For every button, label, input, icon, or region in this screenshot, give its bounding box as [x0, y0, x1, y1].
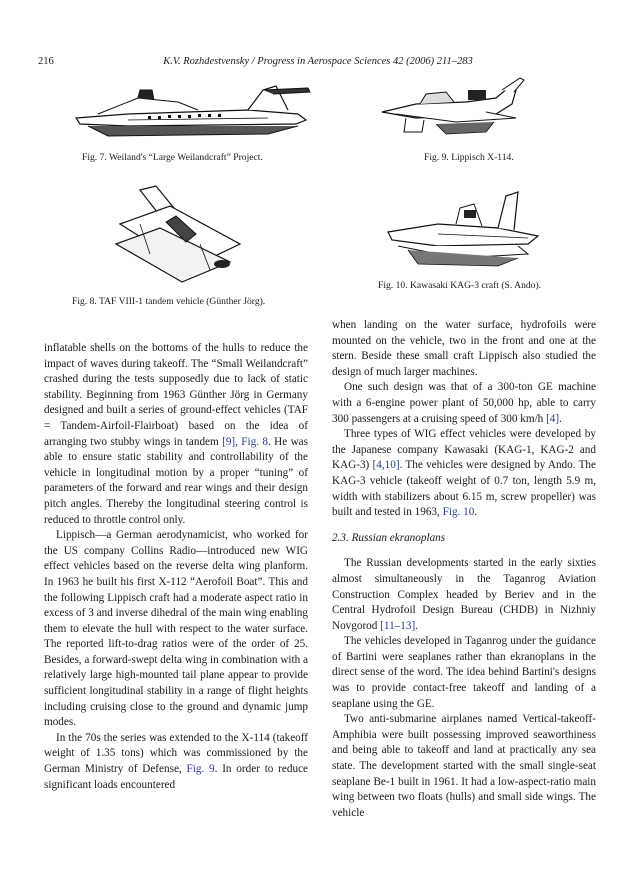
right-text-column — [332, 318, 596, 821]
left-paragraph-1: inflatable shells on the bottoms of the hulls to reduce the impact of waves during takeoff. The “Small Weilandcraft” crashed during the tests supposedly due to lack of static stability. Beginning from 1963 Günther Jörg in Germany designed and built a series of ground-effect vehicles (TAF = Tandem-Airfoil-Flairboat) based on the idea of arranging two stubby wings in tandem [9], Fig. 8. He was able to ensure static stability and controllability of the vehicle in longitudinal motion by a proper “tuning” of parameters of the forward and rear wings and their design pitch angles. Thereby the longitudinal steering control is reduced to throttle control only. — [44, 342, 308, 526]
right-paragraph-1: when landing on the water surface, hydrofoils were mounted on the vehicle, two in the front and one at the stern. Beside these small craft Lippisch also studied the design of much larger machines. — [332, 319, 596, 378]
journal-citation: K.V. Rozhdestvensky / Progress in Aerospace Sciences 42 (2006) 211–283 — [163, 56, 473, 67]
figure-link[interactable]: Fig. 9 — [186, 763, 215, 776]
right-paragraph-4: The Russian developments started in the early sixties almost simultaneously in the Taganrog Aviation Construction Complex headed by Beriev and in the Central Hydrofoil Design Bureau (CHDB) in Nizhniy Novgorod [11–13]. — [332, 557, 596, 632]
page-number: 216 — [38, 56, 54, 67]
left-text-column — [44, 341, 308, 793]
figure-7-caption: Fig. 7. Weiland's “Large Weilandcraft” Project. — [82, 152, 263, 163]
reference-link[interactable]: [4,10] — [372, 459, 400, 472]
reference-link[interactable]: [9], Fig. 8 — [222, 435, 268, 448]
running-header — [38, 56, 598, 70]
figure-9-caption: Fig. 9. Lippisch X-114. — [424, 152, 514, 163]
right-paragraph-3: Three types of WIG effect vehicles were developed by the Japanese company Kawasaki (KAG-1, KAG-2 and KAG-3) [4,10]. The vehicles were designed by Ando. The KAG-3 vehicle (takeoff weight of 0.7 ton, length 5.9 m, width with stabilizers about 6.15 m, screw propeller) was built and tested in 1963, Fig. 10. — [332, 428, 596, 519]
reference-link[interactable]: [4] — [546, 412, 560, 425]
figure-link[interactable]: Fig. 10 — [442, 506, 475, 519]
right-paragraph-5: The vehicles developed in Taganrog under the guidance of Bartini were seaplanes rather than ekranoplans in the direct sense of the word. The idea behind Bartini's designs was to provide contact-free takeoff and landing of a seaplane using the GE. — [332, 635, 596, 710]
section-heading: 2.3. Russian ekranoplans — [332, 531, 446, 544]
right-paragraph-6: Two anti-submarine airplanes named Vertical-takeoff-Amphibia were built possessing improved seaworthiness and being able to takeoff and land at practically any sea state. The development started with the small single-seat seaplane Be-1 built in 1961. It had a low-aspect-ratio main wing between two floats (hulls) and small side wings. The vehicle — [332, 713, 596, 819]
figure-10-image — [378, 188, 558, 270]
reference-link[interactable]: [11–13] — [380, 619, 416, 632]
figure-9-image — [376, 74, 526, 140]
right-paragraph-2: One such design was that of a 300-ton GE machine with a 6-engine power plant of 50,000 hp, able to carry 300 passengers at a cruising speed of 300 km/h [4]. — [332, 381, 596, 425]
left-paragraph-3: In the 70s the series was extended to the X-114 (takeoff weight of 1.35 tons) which was commissioned by the German Ministry of Defense, Fig. 9. In order to reduce significant loads encountered — [44, 731, 308, 791]
left-paragraph-2: Lippisch—a German aerodynamicist, who worked for the US company Collins Radio—introduced new WIG effect vehicles based on the reverse delta wing planform. In 1963 he built his first X-112 “Aerofoil Boat”. This and the following Lippisch craft had a moderate aspect ratio in excess of 3 and inverse dihedral of the main wing enabling them to elevate the hull with respect to the water surface. The reported lift-to-drag ratios were of the order of 25. Besides, a forward-swept delta wing in combination with a relatively large high-mounted tail plane appear to provide sufficient longitudinal stability in a range of flight heights including cruising close to the ground and dynamic jump modes. — [44, 529, 308, 729]
figure-8-image — [110, 184, 250, 284]
figure-8-caption: Fig. 8. TAF VIII-1 tandem vehicle (Günther Jörg). — [72, 296, 266, 307]
figure-7-image — [68, 80, 318, 142]
figure-10-caption: Fig. 10. Kawasaki KAG-3 craft (S. Ando). — [378, 280, 542, 291]
